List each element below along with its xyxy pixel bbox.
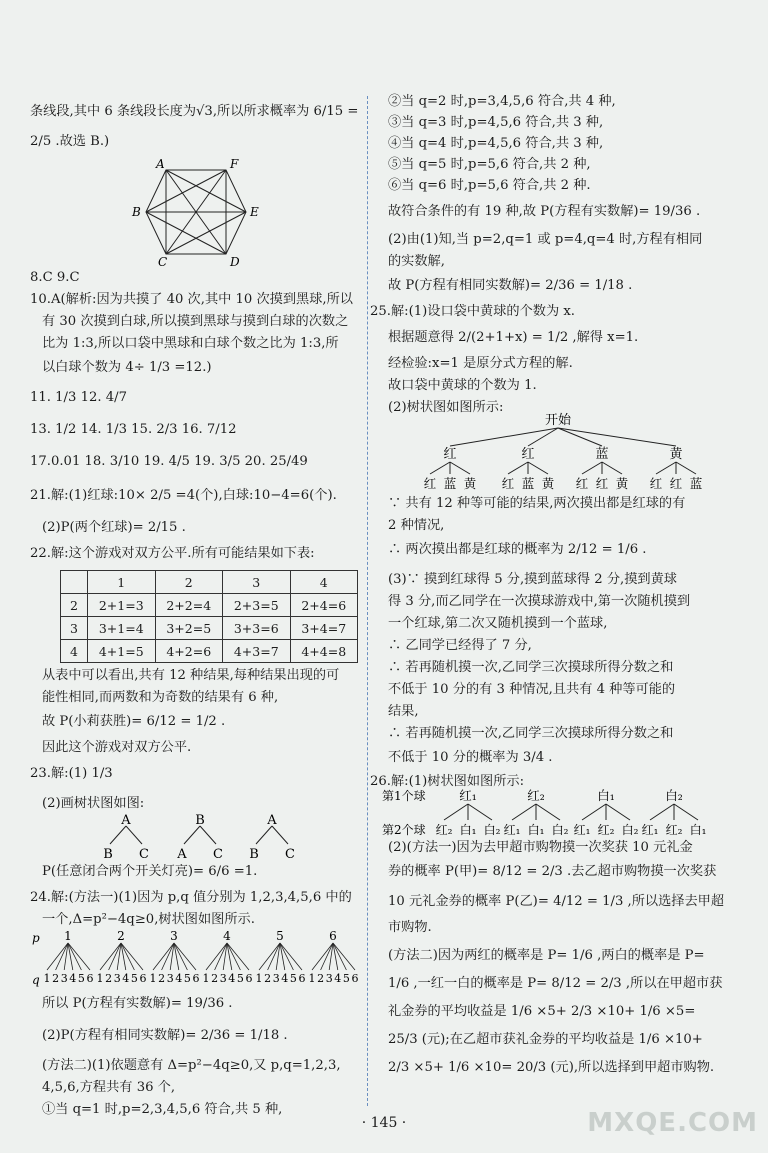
- text-line: 1/6 ,一红一白的概率是 P= 8/12 = 2/3 ,所以在甲超市获: [388, 976, 723, 991]
- tree-diagram-23: [100, 814, 300, 860]
- text-line: 17.0.01 18. 3/10 19. 4/5 19. 3/5 20. 25/49: [30, 454, 308, 469]
- tree-node: 红₂: [665, 823, 683, 837]
- tree-node: 红₁: [573, 823, 591, 837]
- text-line: 结果,: [388, 704, 419, 719]
- text-line: ∴ 若再随机摸一次,乙同学三次摸球所得分数之和: [388, 660, 674, 675]
- tree-node: 黄: [615, 476, 629, 491]
- tree-node: 4: [69, 972, 77, 985]
- tree-node: 4: [223, 929, 231, 943]
- tree-node: 2: [211, 972, 219, 985]
- text-line: 21.解:(1)红球:10× 2/5 =4(个),白球:10−4=6(个).: [30, 488, 337, 503]
- tree-node: 2: [105, 972, 113, 985]
- text-line: 25.解:(1)设口袋中黄球的个数为 x.: [370, 304, 575, 319]
- tree-node: 3: [170, 929, 178, 943]
- text-line: 4,5,6,方程共有 36 个,: [42, 1080, 176, 1095]
- vertex-label: A: [156, 157, 165, 171]
- tree-node: 6: [329, 929, 337, 943]
- tree-label-p: p: [32, 931, 40, 945]
- tree-node: 4: [122, 972, 130, 985]
- text-line: 一个红球,第二次又随机摸到一个蓝球,: [388, 616, 608, 631]
- tree-node: 1: [202, 972, 210, 985]
- tree-node: 白₂: [483, 823, 501, 837]
- tree-diagram-24: [30, 930, 360, 990]
- tree-label-first: 第1个球: [382, 789, 426, 803]
- tree-node: 6: [351, 972, 359, 985]
- tree-node: 1: [64, 929, 72, 943]
- vertex-label: E: [250, 205, 259, 219]
- tree-node: 6: [245, 972, 253, 985]
- text-line: ∴ 两次摸出都是红球的概率为 2/12 = 1/6 .: [388, 542, 647, 557]
- text-line: 8.C 9.C: [30, 270, 80, 285]
- tree-branch: [582, 804, 606, 820]
- table-cell: 2+3=5: [223, 594, 291, 617]
- tree-branch: [650, 804, 674, 820]
- text-line: ⑤当 q=5 时,p=5,6 符合,共 2 种,: [388, 157, 591, 172]
- text-line: 22.解:这个游戏对双方公平.所有可能结果如下表:: [30, 546, 315, 561]
- text-line: 条线段,其中 6 条线段长度为√3,所以所求概率为 6/15 =: [30, 104, 359, 119]
- text-line: 不低于 10 分的有 3 种情况,且共有 4 种等可能的: [388, 682, 676, 697]
- tree-node: 3: [219, 972, 227, 985]
- tree-node: 红: [423, 476, 437, 491]
- tree-node: 白₂: [665, 788, 683, 803]
- text-line: 故 P(方程有相同实数解)= 2/36 = 1/18 .: [388, 278, 633, 293]
- tree-node: 红₁: [459, 788, 477, 803]
- tree-branch: [602, 462, 622, 474]
- tree-label-q: q: [32, 973, 40, 987]
- table-cell: 4+4=8: [290, 640, 358, 663]
- tree-branch: [656, 462, 676, 474]
- text-line: (2)P(两个红球)= 2/15 .: [42, 520, 186, 535]
- table-cell: 4+3=7: [223, 640, 291, 663]
- tree-node: 2: [117, 929, 125, 943]
- tree-branch: [450, 462, 470, 474]
- table-cell: 4: [290, 571, 358, 594]
- tree-node: A: [121, 813, 131, 828]
- tree-node: 4: [281, 972, 289, 985]
- tree-root: 开始: [544, 413, 572, 428]
- tree-node: 2: [158, 972, 166, 985]
- tree-branch: [430, 462, 450, 474]
- text-line: 市购物.: [388, 920, 432, 935]
- tree-node: 5: [77, 972, 85, 985]
- text-line: 2 种情况,: [388, 518, 445, 533]
- tree-node: 6: [192, 972, 200, 985]
- text-line: 的实数解,: [388, 254, 445, 269]
- tree-node: 4: [228, 972, 236, 985]
- table-cell: 4+1=5: [88, 640, 156, 663]
- tree-node: 红₂: [597, 823, 615, 837]
- tree-node: 白₁: [459, 823, 477, 837]
- tree-node: 2: [317, 972, 325, 985]
- text-line: 26.解:(1)树状图如图所示:: [370, 774, 525, 789]
- table-cell: 2+4=6: [290, 594, 358, 617]
- text-line: 13. 1/2 14. 1/3 15. 2/3 16. 7/12: [30, 422, 237, 437]
- tree-node: 红₂: [435, 823, 453, 837]
- tree-branch: [606, 804, 630, 820]
- tree-node: 1: [149, 972, 157, 985]
- text-line: 能性相同,而两数和为奇数的结果有 6 种,: [42, 690, 279, 705]
- tree-branch: [444, 804, 468, 820]
- tree-node: 1: [43, 972, 51, 985]
- text-line: 从表中可以看出,共有 12 种结果,每种结果出现的可: [42, 668, 340, 683]
- text-line: (2)P(方程有相同实数解)= 2/36 = 1/18 .: [42, 1028, 288, 1043]
- tree-node: C: [139, 847, 149, 862]
- text-line: 11. 1/3 12. 4/7: [30, 390, 127, 405]
- text-line: 以白球个数为 4÷ 1/3 =12.): [42, 360, 212, 375]
- vertex-label: F: [230, 157, 239, 171]
- tree-node: 5: [342, 972, 350, 985]
- tree-diagram-26: [382, 786, 728, 838]
- tree-node: B: [103, 847, 113, 862]
- tree-branch: [468, 804, 492, 820]
- table-cell: 3+4=7: [290, 617, 358, 640]
- tree-branch: [558, 428, 676, 446]
- tree-node: 3: [325, 972, 333, 985]
- table-cell: 2: [61, 594, 88, 617]
- tree-node: 6: [86, 972, 94, 985]
- tree-node: 2: [52, 972, 60, 985]
- table-row: [61, 640, 358, 663]
- tree-node: 红₂: [527, 788, 545, 803]
- tree-label-second: 第2个球: [382, 823, 426, 837]
- table-cell: 2+1=3: [88, 594, 156, 617]
- tree-node: 黄: [669, 447, 683, 462]
- sum-table: [60, 570, 358, 663]
- tree-node: B: [195, 813, 205, 828]
- tree-node: 5: [130, 972, 138, 985]
- text-line: 10 元礼金券的概率 P(乙)= 4/12 = 1/3 ,所以选择去甲超: [388, 894, 725, 909]
- text-line: ⑥当 q=6 时,p=5,6 符合,共 2 种.: [388, 178, 591, 193]
- tree-node: 3: [272, 972, 280, 985]
- text-line: 比为 1:3,所以口袋中黑球和白球个数之比为 1:3,所: [42, 336, 339, 351]
- text-line: 根据题意得 2/(2+1+x) = 1/2 ,解得 x=1.: [388, 330, 639, 345]
- tree-node: 蓝: [595, 447, 609, 462]
- text-line: ①当 q=1 时,p=2,3,4,5,6 符合,共 5 种,: [42, 1102, 283, 1117]
- text-line: ②当 q=2 时,p=3,4,5,6 符合,共 4 种,: [388, 94, 616, 109]
- table-cell: 2+2=4: [155, 594, 223, 617]
- tree-node: 红: [501, 476, 515, 491]
- tree-node: 4: [175, 972, 183, 985]
- text-line: 礼金券的平均收益是 1/6 ×5+ 2/3 ×10+ 1/6 ×5=: [388, 1004, 696, 1019]
- tree-node: 6: [298, 972, 306, 985]
- tree-node: 蓝: [689, 476, 703, 491]
- tree-node: 1: [308, 972, 316, 985]
- tree-node: 3: [113, 972, 121, 985]
- tree-branch: [558, 428, 602, 446]
- text-line: 所以 P(方程有实数解)= 19/36 .: [42, 996, 233, 1011]
- tree-node: 4: [334, 972, 342, 985]
- table-cell: 4: [61, 640, 88, 663]
- text-line: 得 3 分,而乙同学在一次摸球游戏中,第一次随机摸到: [388, 594, 691, 609]
- table-cell: 4+2=6: [155, 640, 223, 663]
- tree-branch: [676, 462, 696, 474]
- text-line: (3)∵ 摸到红球得 5 分,摸到蓝球得 2 分,摸到黄球: [388, 572, 677, 587]
- tree-node: 1: [96, 972, 104, 985]
- text-line: 不低于 10 分的概率为 3/4 .: [388, 750, 553, 765]
- tree-node: 红: [669, 476, 683, 491]
- text-line: 一个,Δ=p²−4q≥0,树状图如图所示.: [42, 912, 255, 927]
- tree-branch: [512, 804, 536, 820]
- table-cell: 1: [88, 571, 156, 594]
- tree-node: 黄: [541, 476, 555, 491]
- table-cell: [61, 571, 88, 594]
- tree-node: 3: [60, 972, 68, 985]
- text-line: 经检验:x=1 是原分式方程的解.: [388, 356, 573, 371]
- tree-node: 蓝: [521, 476, 535, 491]
- vertex-label: C: [158, 255, 168, 269]
- tree-node: 白₂: [621, 823, 639, 837]
- vertex-label: D: [230, 255, 240, 269]
- text-line: ③当 q=3 时,p=4,5,6 符合,共 3 种,: [388, 115, 604, 130]
- table-row: [61, 571, 358, 594]
- tree-node: A: [177, 847, 187, 862]
- tree-branch: [582, 462, 602, 474]
- text-line: 故口袋中黄球的个数为 1.: [388, 378, 537, 393]
- vertex-label: B: [132, 205, 141, 219]
- tree-node: C: [285, 847, 295, 862]
- tree-node: 红: [443, 447, 457, 462]
- text-line: 24.解:(方法一)(1)因为 p,q 值分别为 1,2,3,4,5,6 中的: [30, 890, 352, 905]
- tree-node: 红₁: [641, 823, 659, 837]
- table-cell: 3+1=4: [88, 617, 156, 640]
- tree-node: 红: [521, 447, 535, 462]
- table-row: [61, 617, 358, 640]
- text-line: 10.A(解析:因为共摸了 40 次,其中 10 次摸到黑球,所以: [30, 292, 353, 307]
- text-line: (2)由(1)知,当 p=2,q=1 或 p=4,q=4 时,方程有相同: [388, 232, 703, 247]
- tree-node: A: [267, 813, 277, 828]
- text-line: 25/3 (元);在乙超市获礼金券的平均收益是 1/6 ×10+: [388, 1032, 703, 1047]
- tree-node: 白₂: [551, 823, 569, 837]
- tree-node: 白₁: [527, 823, 545, 837]
- watermark: MXQE.COM: [587, 1108, 758, 1138]
- tree-node: 红₁: [503, 823, 521, 837]
- tree-branch: [536, 804, 560, 820]
- text-line: 23.解:(1) 1/3: [30, 766, 113, 781]
- tree-branch: [528, 462, 548, 474]
- tree-node: 红: [575, 476, 589, 491]
- table-cell: 3+3=6: [223, 617, 291, 640]
- text-line: ∵ 共有 12 种等可能的结果,两次摸出都是红球的有: [388, 496, 686, 511]
- tree-node: 黄: [463, 476, 477, 491]
- table-cell: 3: [223, 571, 291, 594]
- text-line: ∴ 若再随机摸一次,乙同学三次摸球所得分数之和: [388, 726, 674, 741]
- text-line: (方法二)(1)依题意有 Δ=p²−4q≥0,又 p,q=1,2,3,: [42, 1058, 341, 1073]
- tree-node: 6: [139, 972, 147, 985]
- table-cell: 3: [61, 617, 88, 640]
- text-line: (2)树状图如图所示:: [388, 400, 504, 415]
- tree-branch: [674, 804, 698, 820]
- table-cell: 2: [155, 571, 223, 594]
- tree-branch: [508, 462, 528, 474]
- text-line: 2/5 .故选 B.): [30, 134, 110, 149]
- text-line: 故符合条件的有 19 种,故 P(方程有实数解)= 19/36 .: [388, 204, 701, 219]
- tree-node: 红: [595, 476, 609, 491]
- tree-node: 1: [255, 972, 263, 985]
- text-line: ④当 q=4 时,p=4,5,6 符合,共 3 种,: [388, 136, 604, 151]
- text-line: 券的概率 P(甲)= 8/12 = 2/3 .去乙超市购物摸一次奖获: [388, 864, 717, 879]
- table-row: [61, 594, 358, 617]
- tree-diagram-25: [418, 412, 703, 491]
- text-line: (方法二)因为两红的概率是 P= 1/6 ,两白的概率是 P=: [388, 948, 705, 963]
- hexagon-diagram: [126, 158, 266, 268]
- tree-node: 5: [183, 972, 191, 985]
- tree-node: 3: [166, 972, 174, 985]
- page-number: · 145 ·: [361, 1115, 407, 1131]
- text-line: 因此这个游戏对双方公平.: [42, 740, 192, 755]
- tree-node: 2: [264, 972, 272, 985]
- tree-node: C: [213, 847, 223, 862]
- tree-node: 5: [276, 929, 284, 943]
- text-line: 故 P(小莉获胜)= 6/12 = 1/2 .: [42, 714, 226, 729]
- tree-node: B: [249, 847, 259, 862]
- tree-node: 蓝: [443, 476, 457, 491]
- table-cell: 3+2=5: [155, 617, 223, 640]
- text-line: 2/3 ×5+ 1/6 ×10= 20/3 (元),所以选择到甲超市购物.: [388, 1060, 715, 1075]
- tree-node: 白₁: [689, 823, 707, 837]
- tree-node: 5: [289, 972, 297, 985]
- tree-node: 红: [649, 476, 663, 491]
- text-line: P(任意闭合两个开关灯亮)= 6/6 =1.: [42, 864, 258, 879]
- text-line: 有 30 次摸到白球,所以摸到黑球与摸到白球的次数之: [42, 314, 349, 329]
- tree-node: 5: [236, 972, 244, 985]
- column-divider: [367, 96, 368, 1106]
- text-line: ∴ 乙同学已经得了 7 分,: [388, 638, 532, 653]
- text-line: (2)(方法一)因为去甲超市购物摸一次奖获 10 元礼金: [388, 840, 693, 855]
- tree-branch: [450, 428, 558, 446]
- text-line: (2)画树状图如图:: [42, 796, 145, 811]
- tree-node: 白₁: [597, 788, 615, 803]
